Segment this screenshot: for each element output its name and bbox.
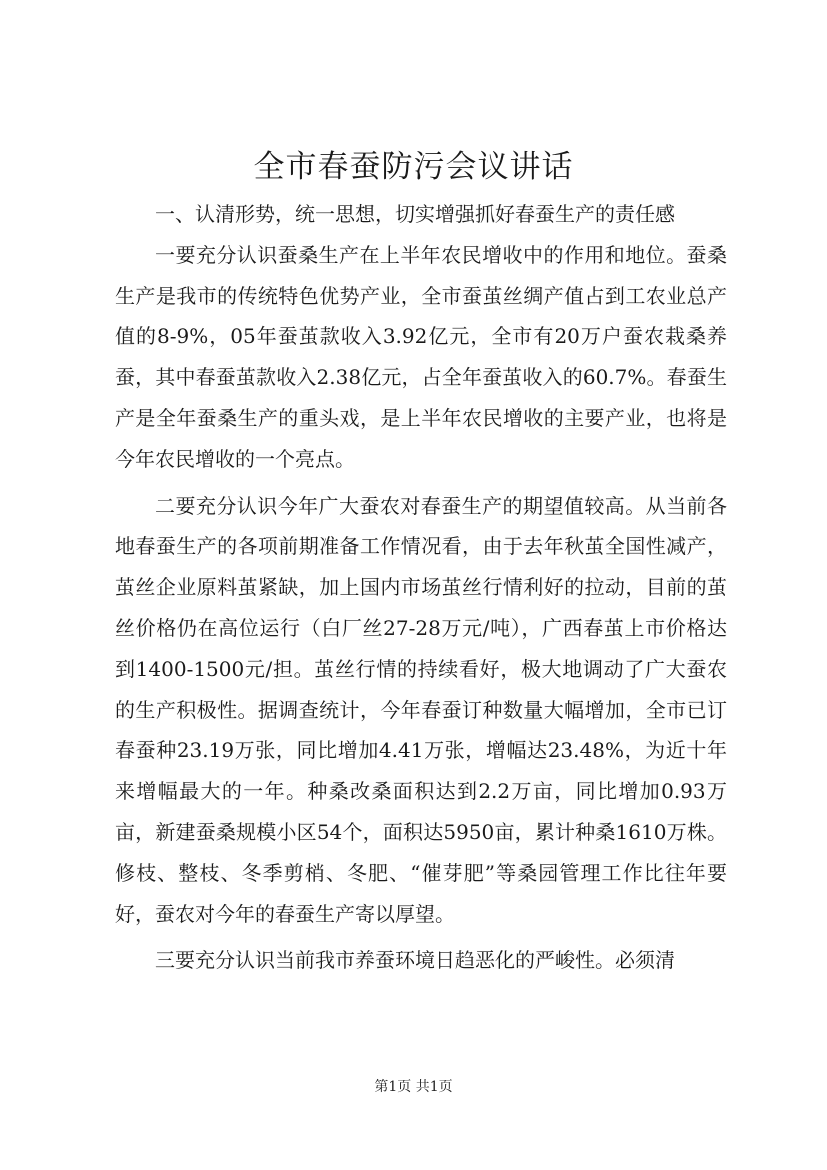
document-title: 全市春蚕防污会议讲话 (253, 149, 574, 185)
paragraph-3: 三要充分认识当前我市养蚕环境日趋恶化的严峻性。必须清 (155, 948, 675, 973)
page-footer: 第1页 共1页 (374, 1079, 453, 1095)
document-body (115, 194, 727, 981)
paragraph-2: 二要充分认识今年广大蚕农对春蚕生产的期望值较高。从当前各地春蚕生产的各项前期准备工作情况看，由于去年秋茧全国性减产，茧丝企业原料茧紧缺，加上国内市场茧丝行情利好的拉动，目前的茧丝价格仍在高位运行（白厂丝27-28万元/吨），广西春茧上市价格达到1400-1500元/担。茧丝行情的持续看好，极大地调动了广大蚕农的生产积极性。据调查统计，今年春蚕订种数量大幅增加，全市已订春蚕种23.19万张，同比增加4.41万张，增幅达23.48%，为近十年来增幅最大的一年。种桑改桑面积达到2.2万亩，同比增加0.93万亩，新建蚕桑规模小区54个，面积达5950亩，累计种桑1610万株。修枝、整枝、冬季剪梢、冬肥、“催芽肥”等桑园管理工作比往年要好，蚕农对今年的春蚕生产寄以厚望。 (115, 493, 727, 926)
section-heading: 一、认清形势，统一思想，切实增强抓好春蚕生产的责任感 (155, 202, 675, 226)
paragraph-1: 一要充分认识蚕桑生产在上半年农民增收中的作用和地位。蚕桑生产是我市的传统特色优势产业，全市蚕茧丝绸产值占到工农业总产值的8-9%，05年蚕茧款收入3.92亿元，全市有20万户蚕农栽桑养蚕，其中春蚕茧款收入2.38亿元，占全年蚕茧收入的60.7%。春蚕生产是全年蚕桑生产的重头戏，是上半年农民增收的主要产业，也将是今年农民增收的一个亮点。 (115, 242, 727, 471)
